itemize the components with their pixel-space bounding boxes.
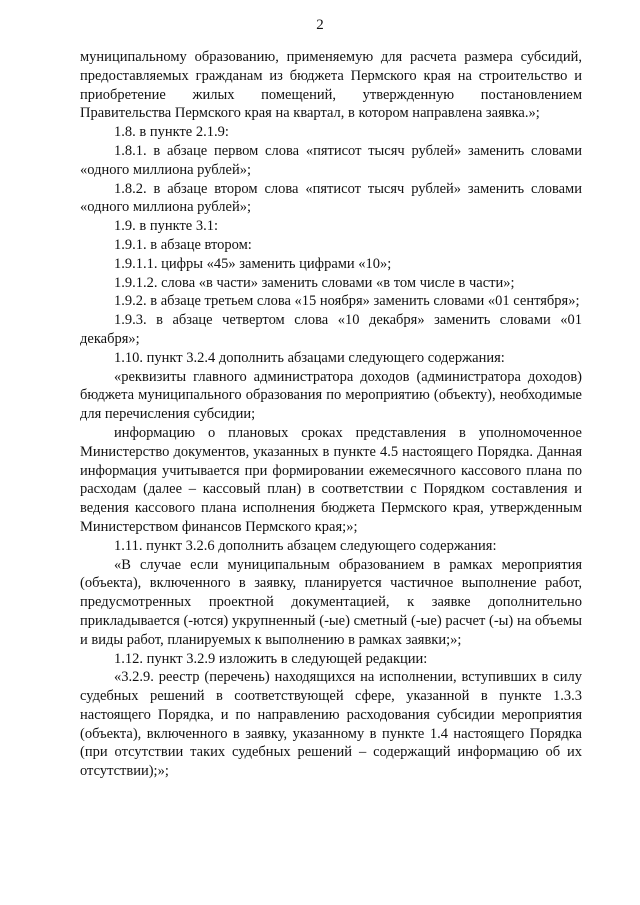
paragraph: 1.9.3. в абзаце четвертом слова «10 декабря» заменить словами «01 декабря»; [80,312,582,347]
paragraph: «3.2.9. реестр (перечень) находящихся на исполнении, вступивших в силу судебных решений в соответствующей сфере, указанной в пункте 1.3.3 настоящего Порядка, и по направлению расходования субсидии мероприятия (объекта), включенного в заявку, указанному в пункте 1.4 настоящего Порядка (при отсутствии таких судебных решений – содержащий информацию об их отсутствии);»; [80,669,582,780]
paragraph: 1.8.1. в абзаце первом слова «пятисот тысяч рублей» заменить словами «одного миллиона рублей»; [80,142,582,178]
paragraph: 1.8.2. в абзаце втором слова «пятисот тысяч рублей» заменить словами «одного миллиона рублей»; [80,180,582,216]
paragraph: 1.9. в пункте 3.1: [114,218,219,235]
paragraph: 1.9.1. в абзаце втором: [114,236,252,253]
page-number: 2 [316,17,324,33]
document-body [80,48,582,781]
paragraph: муниципальному образованию, применяемую для расчета размера субсидий, предоставляемых гражданам из бюджета Пермского края на строительство и приобретение жилых помещений, утвержденную постановлением Правительства Пермского края на квартал, в котором направлена заявка.»; [80,49,582,122]
paragraph: 1.9.1.2. слова «в части» заменить словами «в том числе в части»; [114,274,515,291]
paragraph: 1.11. пункт 3.2.6 дополнить абзацем следующего содержания: [114,537,497,554]
paragraph: «реквизиты главного администратора доходов (администратора доходов) бюджета муниципального образования по мероприятию (объекту), необходимые для перечисления субсидии; [80,368,582,423]
paragraph: 1.10. пункт 3.2.4 дополнить абзацами следующего содержания: [114,349,505,366]
paragraph: 1.8. в пункте 2.1.9: [114,124,229,141]
paragraph: 1.9.2. в абзаце третьем слова «15 ноября» заменить словами «01 сентября»; [114,293,580,310]
paragraph: 1.9.1.1. цифры «45» заменить цифрами «10»; [114,255,392,272]
paragraph: «В случае если муниципальным образованием в рамках мероприятия (объекта), включенного в заявку, планируется частичное выполнение работ, предусмотренных проектной документацией, к заявке дополнительно прикладывается (-ются) укрупненный (-ые) сметный (-ые) расчет (-ы) на объемы и виды работ, планируемых к выполнению в рамках заявки;»; [80,556,582,648]
paragraph: 1.12. пункт 3.2.9 изложить в следующей редакции: [114,650,428,667]
paragraph: информацию о плановых сроках представления в уполномоченное Министерство документов, указанных в пункте 4.5 настоящего Порядка. Данная информация учитывается при формировании ежемесячного кассового плана по расходам (далее – кассовый план) в соответствии с Порядком составления и ведения кассового плана исполнения бюджета Пермского края, утвержденным Министерством финансов Пермского края;»; [80,424,582,535]
